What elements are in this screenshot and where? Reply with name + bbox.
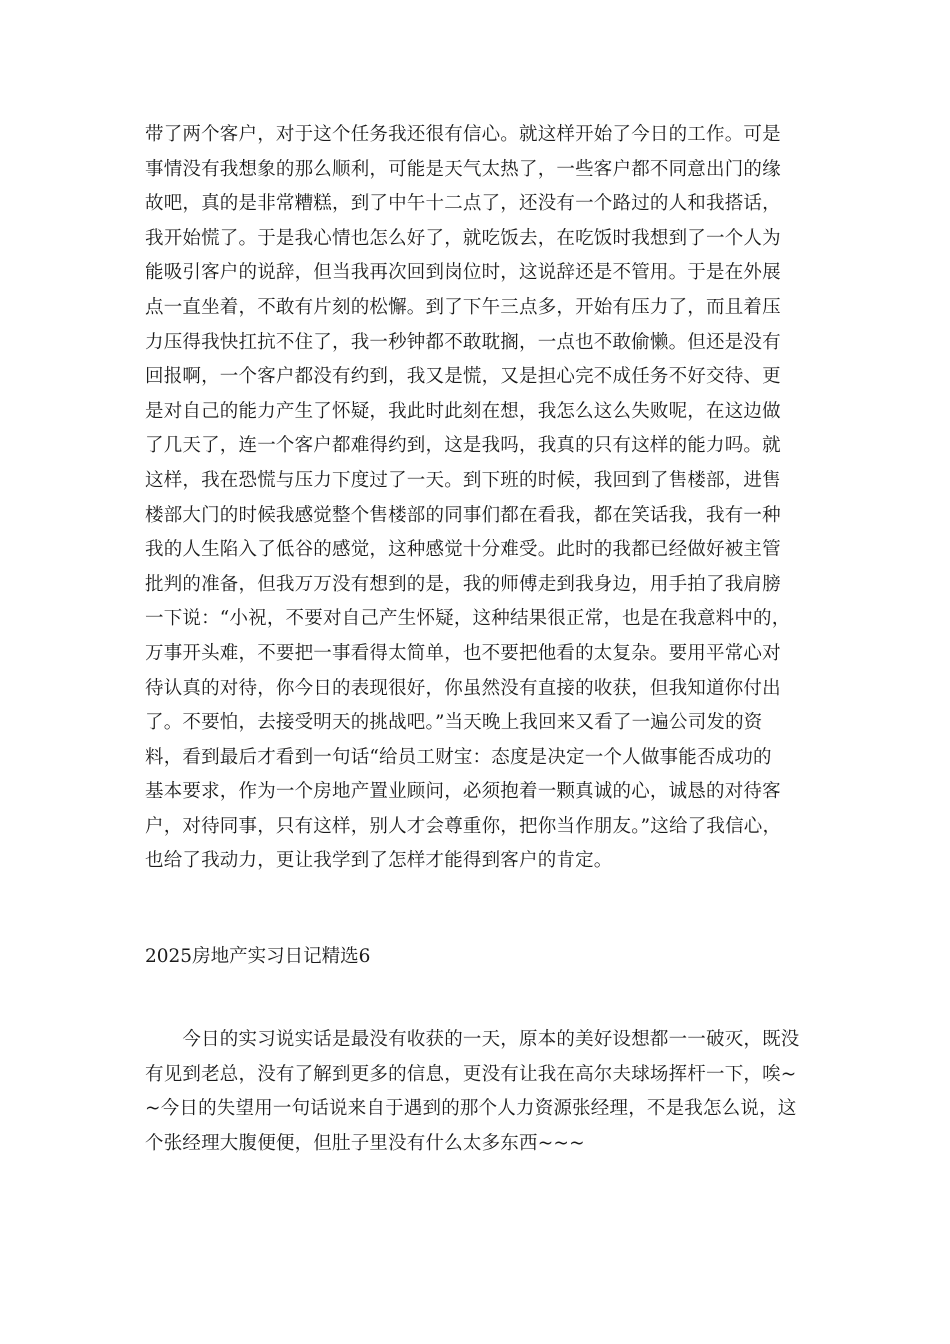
text-line: 也给了我动力，更让我学到了怎样才能得到客户的肯定。: [145, 850, 613, 872]
text-line: 了几天了，连一个客户都难得约到，这是我吗，我真的只有这样的能力吗。就: [145, 435, 781, 457]
text-line: 了。不要怕，去接受明天的挑战吧。”当天晚上我回来又看了一遍公司发的资: [145, 712, 763, 734]
text-line: 带了两个客户，对于这个任务我还很有信心。就这样开始了今日的工作。可是: [145, 124, 781, 145]
text-line: 今日的实习说实话是最没有收获的一天，原本的美好设想都一一破灭，既没: [145, 1029, 800, 1050]
text-line: ~今日的失望用一句话说来自于遇到的那个人力资源张经理，不是我怎么说，这: [145, 1098, 797, 1120]
body-paragraph-1: [145, 118, 825, 879]
text-line: 力压得我快扛抗不住了，我一秒钟都不敢耽搁，一点也不敢偷懒。但还是没有: [145, 331, 781, 353]
text-line: 我开始慌了。于是我心情也怎么好了，就吃饭去，在吃饭时我想到了一个人为: [145, 227, 781, 249]
text-line: 有见到老总，没有了解到更多的信息，更没有让我在高尔夫球场挥杆一下，唉~: [145, 1063, 797, 1085]
text-line: 是对自己的能力产生了怀疑，我此时此刻在想，我怎么这么失败呢，在这边做: [145, 400, 781, 422]
text-line: 点一直坐着，不敢有片刻的松懈。到了下午三点多，开始有压力了，而且着压: [145, 296, 781, 318]
text-line: 回报啊，一个客户都没有约到，我又是慌，又是担心完不成任务不好交待、更: [145, 366, 781, 388]
text-line: 料，看到最后才看到一句话“给员工财宝：态度是决定一个人做事能否成功的: [145, 746, 772, 768]
body-paragraph-2: [145, 1023, 825, 1161]
text-line: 楼部大门的时候我感觉整个售楼部的同事们都在看我，都在笑话我，我有一种: [145, 504, 781, 526]
text-line: 万事开头难，不要把一事看得太简单，也不要把他看的太复杂。要用平常心对: [145, 642, 781, 664]
text-line: 我的人生陷入了低谷的感觉，这种感觉十分难受。此时的我都已经做好被主管: [145, 539, 781, 561]
text-line: 待认真的对待，你今日的表现很好，你虽然没有直接的收获，但我知道你付出: [145, 677, 781, 699]
text-line: 个张经理大腹便便，但肚子里没有什么太多东西~~~: [145, 1132, 585, 1154]
text-line: 基本要求，作为一个房地产置业顾问，必须抱着一颗真诚的心，诚恳的对待客: [145, 781, 781, 803]
text-line: 户，对待同事，只有这样，别人才会尊重你，把你当作朋友。”这给了我信心，: [145, 815, 782, 837]
text-line: 能吸引客户的说辞，但当我再次回到岗位时，这说辞还是不管用。于是在外展: [145, 262, 781, 284]
text-line: 一下说：“小祝，不要对自己产生怀疑，这种结果很正常，也是在我意料中的，: [145, 608, 791, 630]
section-heading: 2025房地产实习日记精选6: [145, 946, 371, 967]
text-line: 事情没有我想象的那么顺利，可能是天气太热了，一些客户都不同意出门的缘: [145, 158, 781, 180]
text-line: 故吧，真的是非常糟糕，到了中午十二点了，还没有一个路过的人和我搭话，: [145, 193, 781, 215]
text-line: 批判的准备，但我万万没有想到的是，我的师傅走到我身边，用手拍了我肩膀: [145, 573, 781, 595]
text-line: 这样，我在恐慌与压力下度过了一天。到下班的时候，我回到了售楼部，进售: [145, 469, 781, 491]
